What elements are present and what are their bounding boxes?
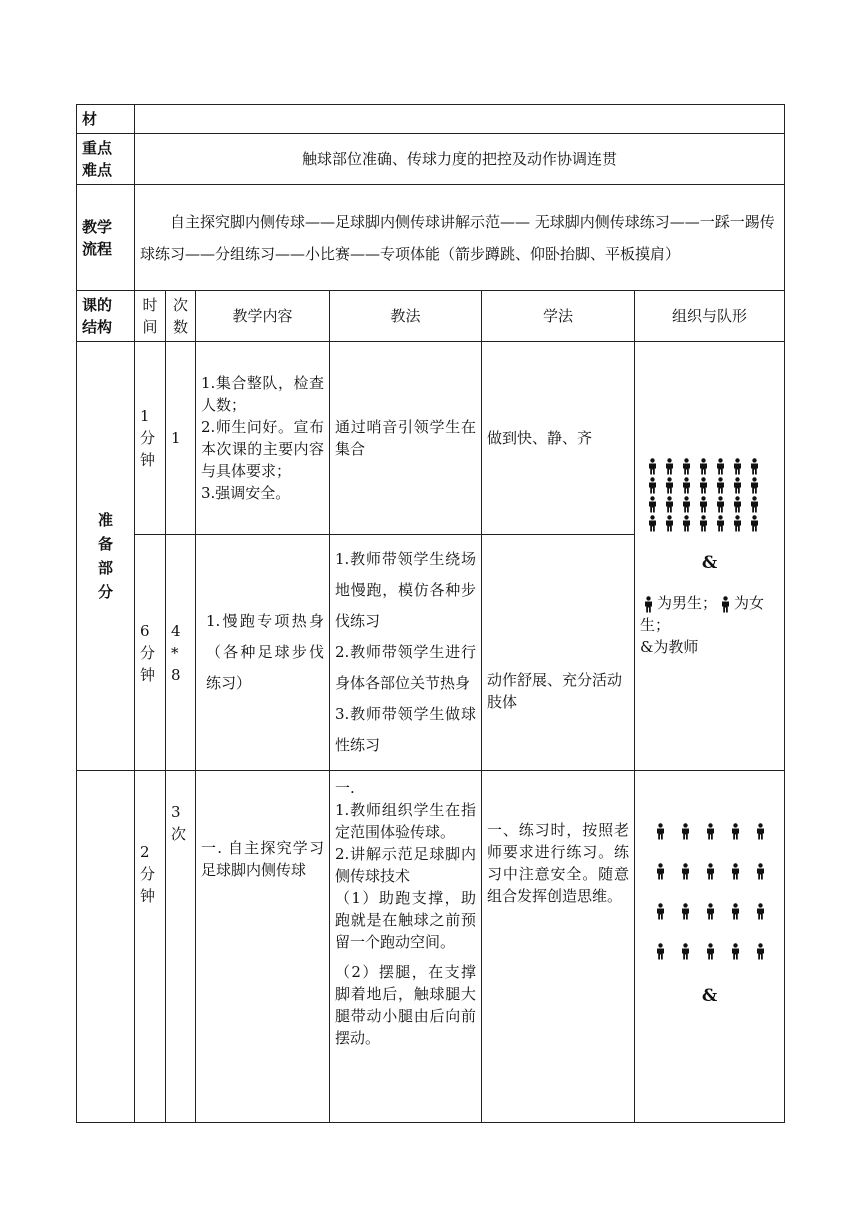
student-figure-icon	[729, 903, 742, 920]
student-figure-icon	[680, 477, 693, 494]
prep-2-content: 1.慢跑专项热身（各种足球步伐练习）	[196, 535, 330, 771]
student-figure-icon	[748, 458, 761, 475]
flow-row	[77, 185, 785, 291]
student-figure-icon	[714, 515, 727, 532]
student-figure-icon	[754, 863, 767, 880]
student-figure-icon	[748, 477, 761, 494]
formation-row	[648, 899, 779, 939]
student-figure-icon	[654, 903, 667, 920]
material-label: 材	[77, 105, 135, 134]
basic-1-teaching-2: （2）摆腿，在支撑脚着地后，触球腿大腿带动小腿由后向前摆动。	[335, 963, 476, 1047]
student-figure-icon	[697, 496, 710, 513]
flow-label: 教学 流程	[77, 185, 135, 291]
student-figure-icon	[679, 863, 692, 880]
student-figure-icon	[729, 863, 742, 880]
student-figure-icon	[731, 458, 744, 475]
basic-formation	[640, 819, 779, 979]
prep-organization-cell	[635, 342, 785, 771]
student-figure-icon	[714, 477, 727, 494]
student-figure-icon	[731, 515, 744, 532]
student-figure-icon	[754, 823, 767, 840]
student-figure-icon	[680, 515, 693, 532]
student-figure-icon	[731, 477, 744, 494]
legend-teacher: &为教师	[640, 638, 699, 656]
header-time: 时 间	[135, 291, 166, 342]
student-figure-icon	[654, 823, 667, 840]
basic-1-learning: 一、练习时，按照老师要求进行练习。练习中注意安全。随意组合发挥创造思维。	[482, 771, 635, 1123]
header-row	[77, 291, 785, 342]
formation-legend	[640, 592, 779, 658]
header-structure: 课的 结构	[77, 291, 135, 342]
student-figure-icon	[663, 477, 676, 494]
header-learning-method: 学法	[482, 291, 635, 342]
student-figure-icon	[679, 823, 692, 840]
section-prep-name: 准 备 部 分	[77, 342, 135, 771]
student-figure-icon	[704, 863, 717, 880]
prep-1-learning: 做到快、静、齐	[482, 342, 635, 535]
student-figure-icon	[697, 477, 710, 494]
basic-row-1	[77, 771, 785, 1123]
prep-formation	[640, 454, 779, 530]
prep-1-time: 1 分 钟	[135, 342, 166, 535]
material-row	[77, 105, 785, 134]
header-content: 教学内容	[196, 291, 330, 342]
student-figure-icon	[663, 496, 676, 513]
prep-1-teaching: 通过哨音引领学生在集合	[330, 342, 482, 535]
student-figure-icon	[754, 943, 767, 960]
student-figure-icon	[697, 458, 710, 475]
student-figure-icon	[646, 496, 659, 513]
student-figure-icon	[754, 903, 767, 920]
key-points-label: 重点 难点	[77, 134, 135, 185]
prep-2-count: 4 * 8	[166, 535, 196, 771]
header-count: 次 数	[166, 291, 196, 342]
student-figure-icon	[704, 823, 717, 840]
basic-1-teaching: 一. 1.教师组织学生在指定范围体验传球。 2.讲解示范足球脚内侧传球技术 （1）助跑支撑，助跑就是在触球之前预留一个跑动空间。	[335, 779, 476, 951]
student-figure-icon	[714, 496, 727, 513]
legend-male: 为男生；	[657, 594, 718, 612]
student-figure-icon	[731, 496, 744, 513]
material-content	[135, 105, 785, 134]
student-figure-icon	[679, 943, 692, 960]
female-figure-icon	[719, 596, 732, 613]
student-figure-icon	[697, 515, 710, 532]
basic-1-count: 3 次	[166, 771, 196, 1123]
header-organization: 组织与队形	[635, 291, 785, 342]
basic-1-time: 2 分 钟	[135, 771, 166, 1123]
prep-row-1	[77, 342, 785, 535]
legend-female: 为女生；	[640, 594, 765, 634]
basic-organization-cell	[635, 771, 785, 1123]
student-figure-icon	[680, 496, 693, 513]
student-figure-icon	[729, 943, 742, 960]
lesson-plan-table	[76, 104, 785, 1123]
formation-row	[644, 473, 779, 492]
student-figure-icon	[704, 943, 717, 960]
student-figure-icon	[646, 515, 659, 532]
prep-2-learning: 动作舒展、充分活动肢体	[482, 535, 635, 771]
student-figure-icon	[714, 458, 727, 475]
formation-row	[648, 939, 779, 979]
student-figure-icon	[748, 496, 761, 513]
formation-row	[644, 511, 779, 530]
prep-1-content: 1.集合整队，检查人数； 2.师生问好。宣布本次课的主要内容与具体要求； 3.强调安全。	[196, 342, 330, 535]
basic-1-teaching-cell	[330, 771, 482, 1123]
student-figure-icon	[679, 903, 692, 920]
basic-1-content: 一. 自主探究学习足球脚内侧传球	[196, 771, 330, 1123]
teacher-marker: &	[701, 553, 718, 573]
key-points-content: 触球部位准确、传球力度的把控及动作协调连贯	[135, 134, 785, 185]
student-figure-icon	[729, 823, 742, 840]
flow-content: 自主探究脚内侧传球——足球脚内侧传球讲解示范—— 无球脚内侧传球练习——一踩一踢传球练习——分组练习——小比赛——专项体能（箭步蹲跳、仰卧抬脚、平板摸肩）	[135, 185, 785, 291]
formation-row	[648, 819, 779, 859]
student-figure-icon	[646, 477, 659, 494]
student-figure-icon	[663, 458, 676, 475]
student-figure-icon	[748, 515, 761, 532]
formation-row	[644, 454, 779, 473]
student-figure-icon	[680, 458, 693, 475]
male-figure-icon	[642, 596, 655, 613]
formation-row	[648, 859, 779, 899]
key-points-row	[77, 134, 785, 185]
student-figure-icon	[704, 903, 717, 920]
student-figure-icon	[646, 458, 659, 475]
teacher-marker: &	[701, 986, 718, 1006]
student-figure-icon	[654, 943, 667, 960]
prep-2-time: 6 分 钟	[135, 535, 166, 771]
student-figure-icon	[654, 863, 667, 880]
section-basic-name	[77, 771, 135, 1123]
header-teaching-method: 教法	[330, 291, 482, 342]
student-figure-icon	[663, 515, 676, 532]
formation-row	[644, 492, 779, 511]
prep-2-teaching: 1.教师带领学生绕场地慢跑，模仿各种步伐练习 2.教师带领学生进行身体各部位关节热身 3.教师带领学生做球性练习	[330, 535, 482, 771]
prep-1-count: 1	[166, 342, 196, 535]
